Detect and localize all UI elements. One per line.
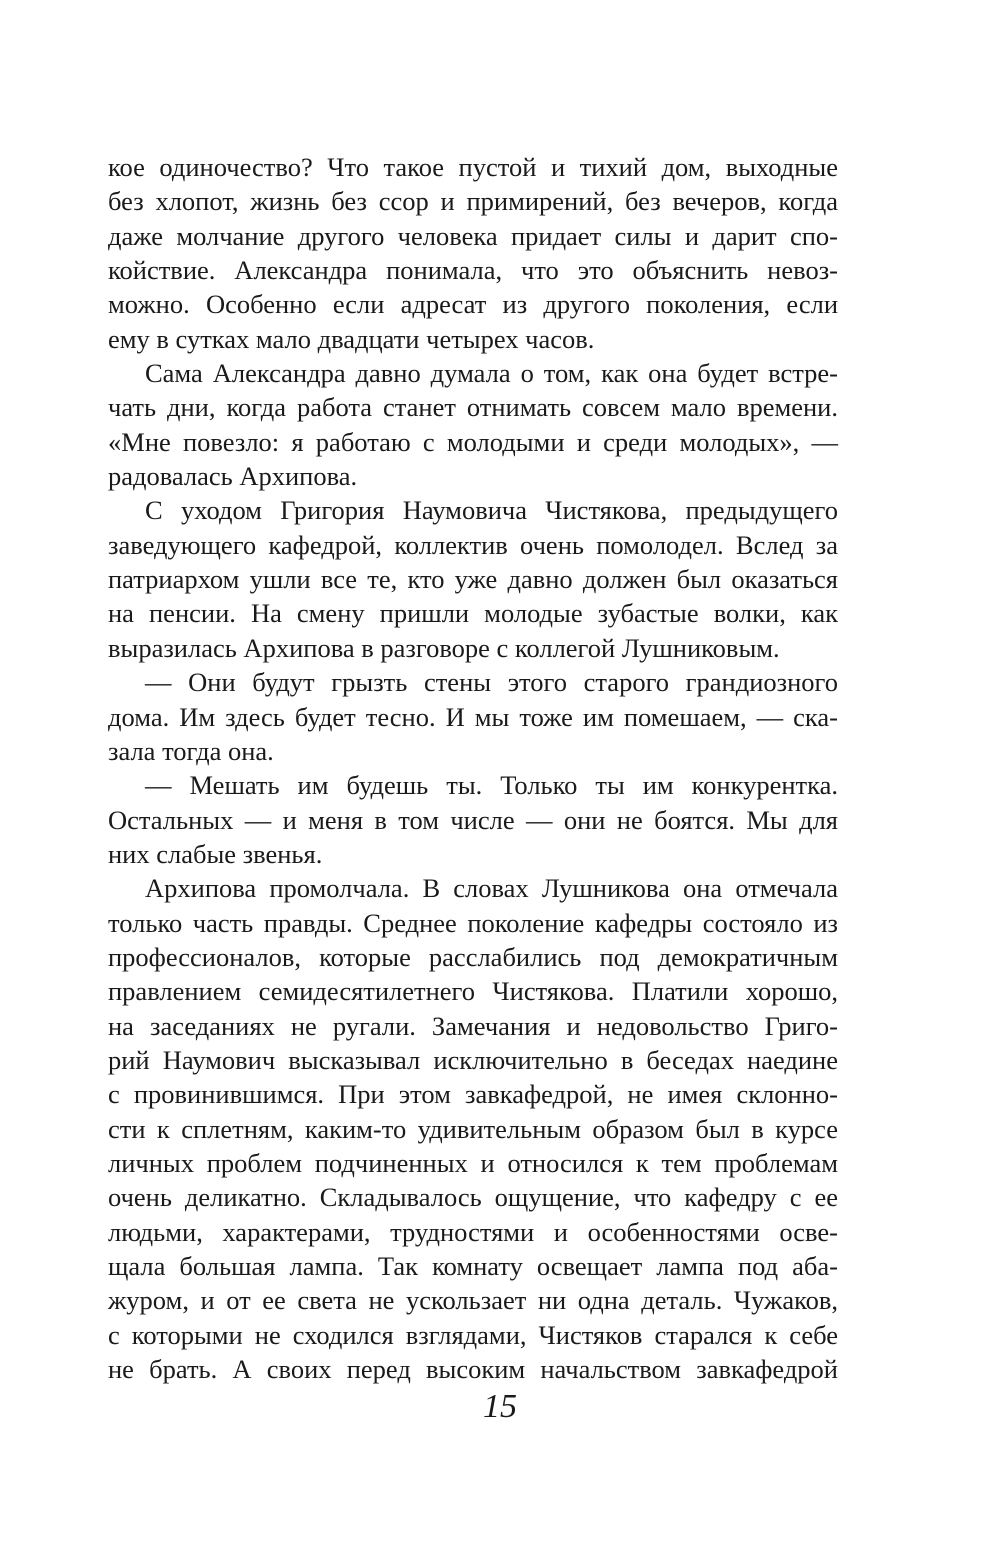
text-line: Сама Александра давно думала о том, как она будет встре- [145, 358, 838, 389]
text-line: на заседаниях не ругали. Замечания и недовольство Григо- [108, 1010, 838, 1041]
text-line: профессионалов, которые расслабились под демократичным [108, 941, 838, 972]
paragraph-5-dialogue [108, 768, 838, 871]
text-line: патриархом ушли все те, кто уже давно должен был оказаться [108, 564, 838, 595]
text-line: на пенсии. На смену пришли молодые зубастые волки, как [108, 598, 838, 629]
text-line: — Мешать им будешь ты. Только ты им конкурентка. [145, 770, 838, 801]
text-line: рий Наумович высказывал исключительно в беседах наедине [108, 1044, 838, 1075]
paragraph-1 [108, 150, 838, 356]
text-line: кое одиночество? Что такое пустой и тихий дом, выходные [108, 152, 838, 182]
page-body-text [108, 150, 838, 1386]
text-line: правлением семидесятилетнего Чистякова. Платили хорошо, [108, 976, 838, 1007]
text-line: — Они будут грызть стены этого старого грандиозного [145, 667, 838, 698]
text-line: без хлопот, жизнь без ссор и примирений, без вечеров, когда [108, 186, 838, 217]
text-line: чать дни, когда работа станет отнимать совсем мало времени. [108, 392, 838, 423]
text-line: с которыми не сходился взглядами, Чистяков старался к себе [108, 1319, 838, 1350]
text-line: выразилась Архипова в разговоре с коллегой Лушниковым. [108, 632, 780, 663]
text-line: щала большая лампа. Так комнату освещает лампа под аба- [108, 1251, 838, 1281]
text-line: личных проблем подчиненных и относился к тем проблемам [108, 1147, 838, 1178]
text-line: только часть правды. Среднее поколение кафедры состояло из [108, 907, 838, 938]
text-line: сти к сплетням, каким-то удивительным образом был в курсе [108, 1113, 838, 1144]
text-line: Остальных — и меня в том числе — они не боятся. Мы для [108, 804, 838, 835]
text-line: очень деликатно. Складывалось ощущение, что кафедру с ее [108, 1182, 838, 1213]
text-line: не брать. А своих перед высоким начальством завкафедрой [108, 1354, 838, 1385]
text-line: них слабые звенья. [108, 838, 323, 869]
text-line: Архипова промолчала. В словах Лушникова она отмечала [145, 873, 838, 904]
text-line: койствие. Александра понимала, что это объяснить невоз- [108, 255, 838, 286]
text-line: С уходом Григория Наумовича Чистякова, предыдущего [145, 495, 838, 526]
text-line: зала тогда она. [108, 735, 274, 766]
text-line: радовалась Архипова. [108, 461, 358, 492]
paragraph-4-dialogue [108, 665, 838, 768]
paragraph-6 [108, 871, 838, 1386]
text-line: журом, и от ее света не ускользает ни одна деталь. Чужаков, [108, 1285, 838, 1316]
text-line: ему в сутках мало двадцати четырех часов. [108, 323, 595, 354]
text-line: «Мне повезло: я работаю с молодыми и среди молодых», — [108, 426, 838, 457]
text-line: заведующего кафедрой, коллектив очень помолодел. Вслед за [108, 529, 838, 560]
text-line: с провинившимся. При этом завкафедрой, не имея склонно- [108, 1079, 838, 1110]
text-line: людьми, характерами, трудностями и особенностями осве- [108, 1216, 838, 1247]
text-line: можно. Особенно если адресат из другого поколения, если [108, 289, 838, 320]
paragraph-3 [108, 493, 838, 665]
text-line: дома. Им здесь будет тесно. И мы тоже им помешаем, — ска- [108, 701, 838, 732]
text-line: даже молчание другого человека придает силы и дарит спо- [108, 220, 838, 251]
page-number: 15 [483, 1388, 517, 1425]
paragraph-2 [108, 356, 838, 493]
